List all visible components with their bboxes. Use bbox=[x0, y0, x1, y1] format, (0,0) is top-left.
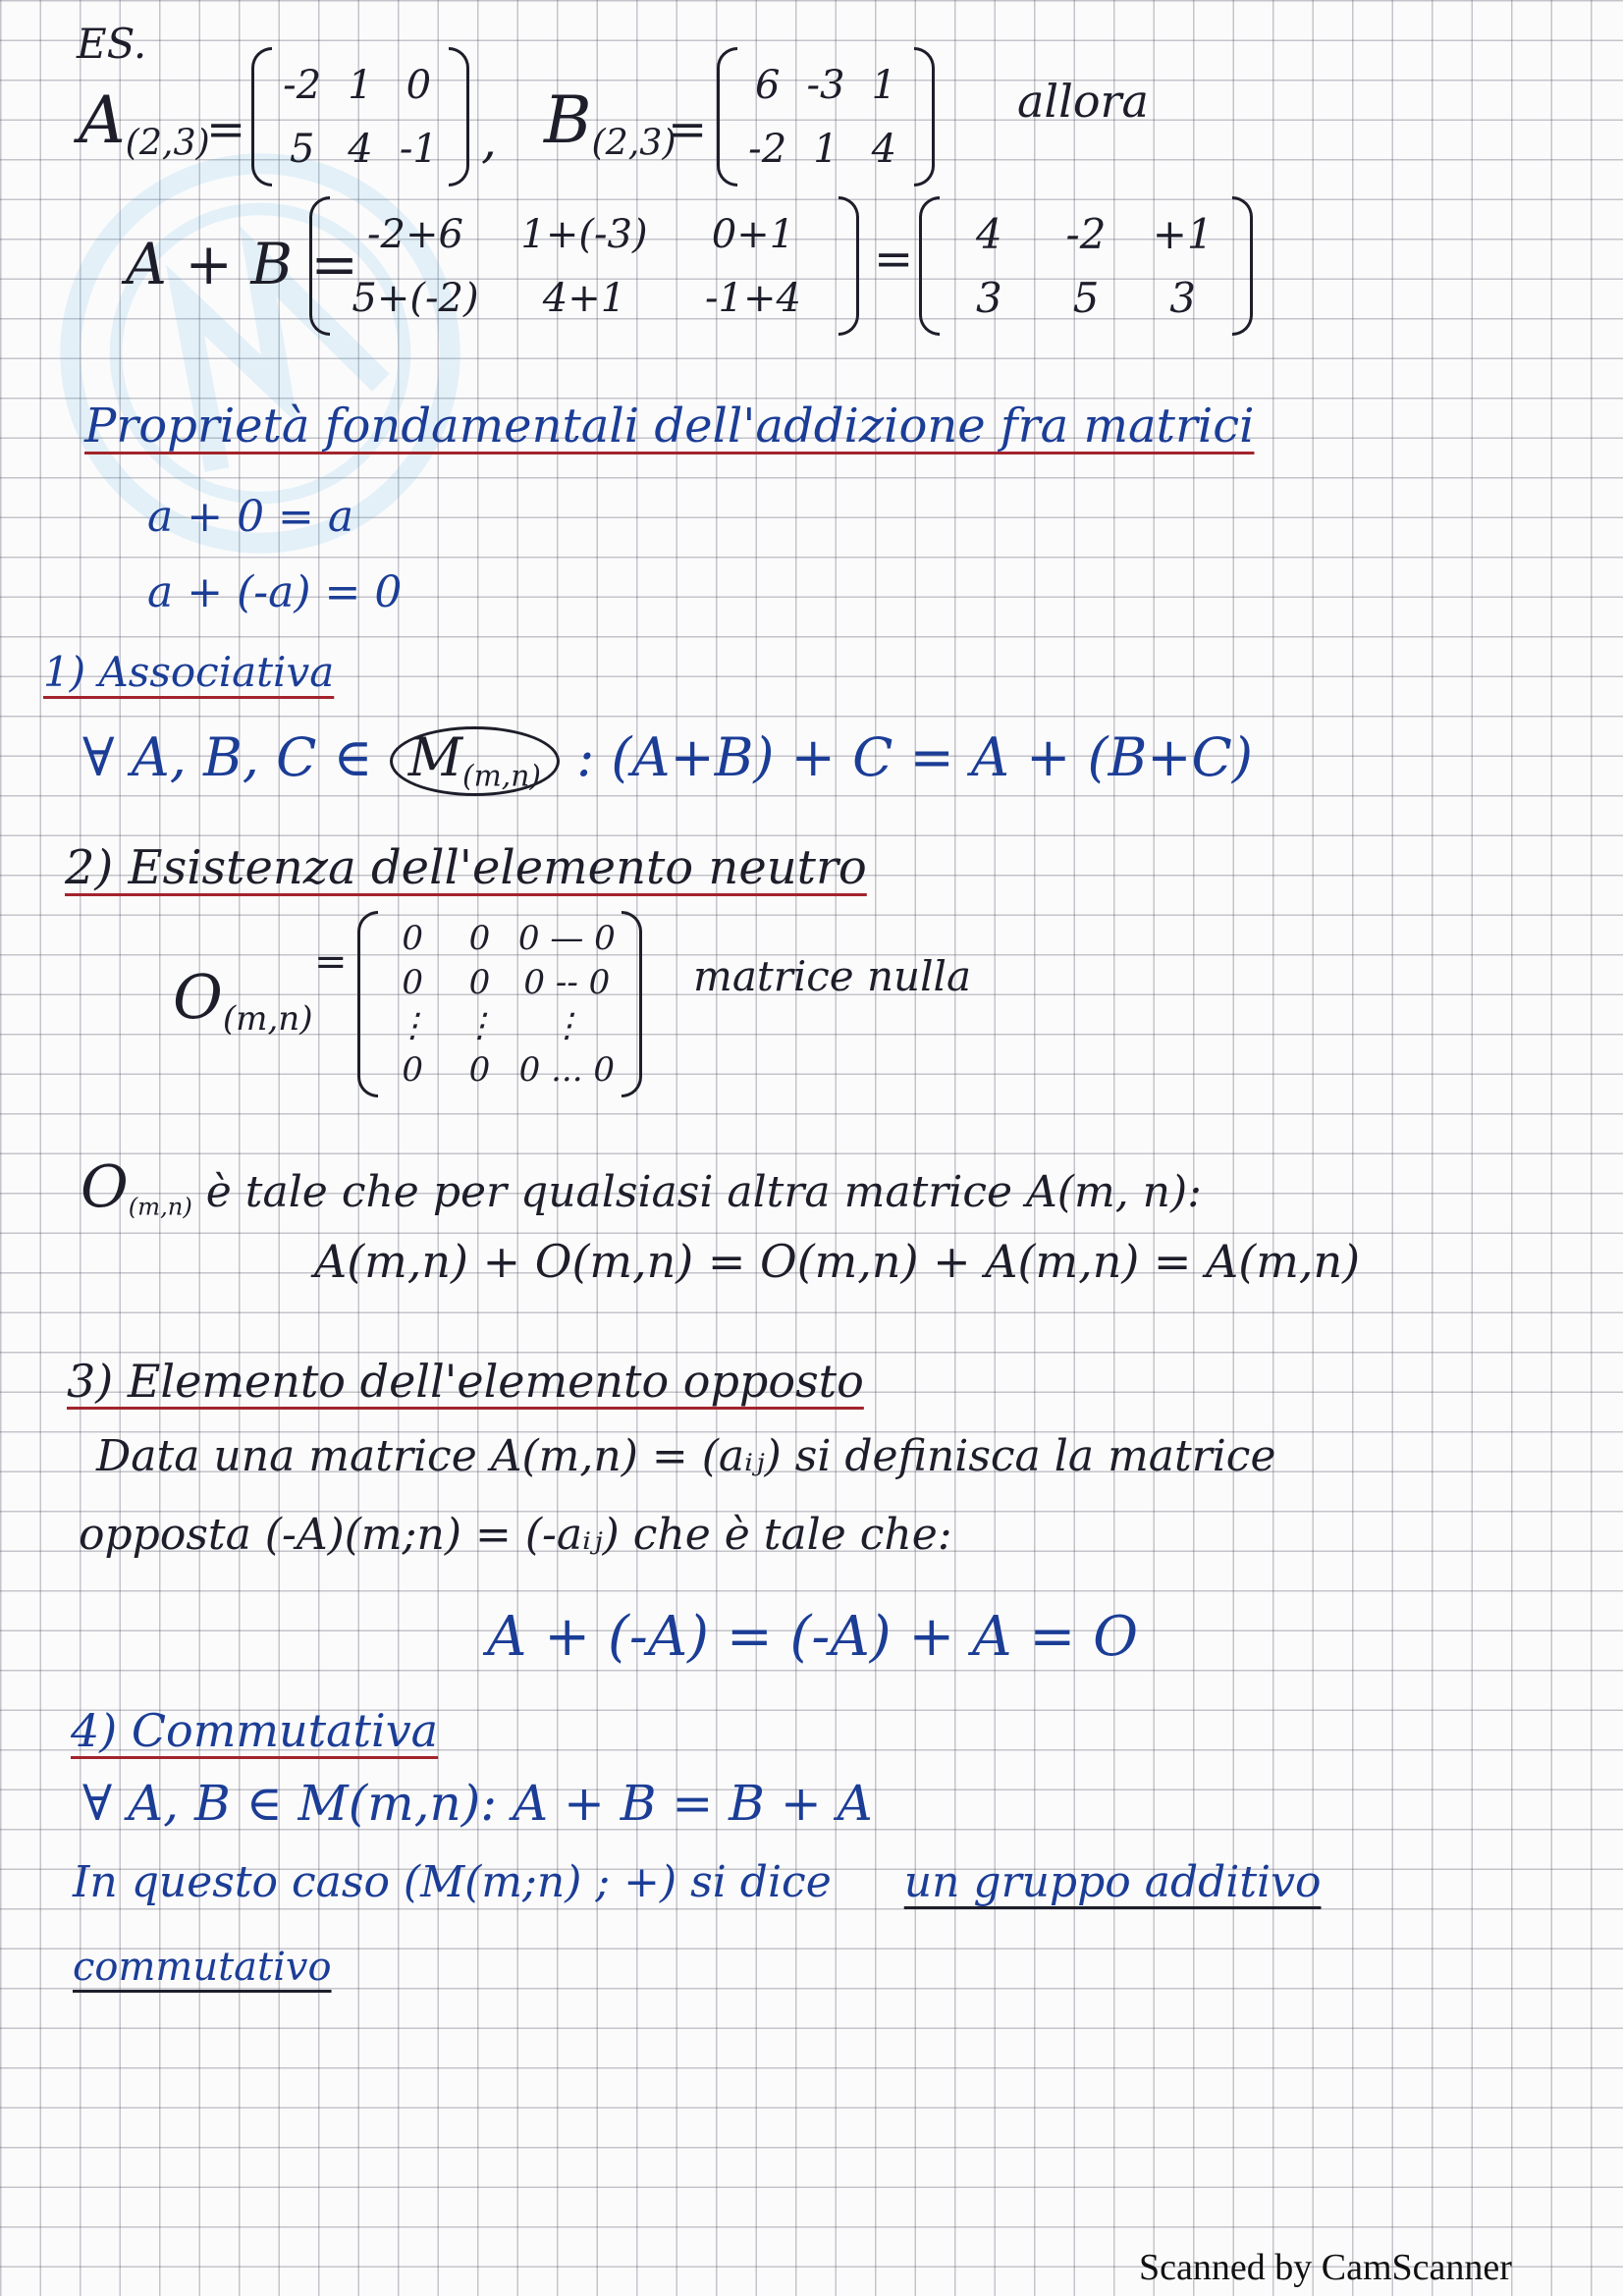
matrix-cell: 0+1 bbox=[711, 211, 795, 257]
matrix-cell: 0 bbox=[468, 919, 491, 959]
matrix-a-name: $A_{(2,3)}$ bbox=[79, 82, 210, 164]
matrix-cell: 0 — 0 bbox=[517, 919, 616, 959]
matrix-cell: 3 bbox=[975, 273, 1002, 322]
matrix-cell: 4+1 bbox=[542, 275, 626, 321]
prop3-title: 3) Elemento dell'elemento opposto bbox=[67, 1355, 864, 1408]
prop4-title: 4) Commutativa bbox=[71, 1704, 439, 1757]
matrix-cell: 0 bbox=[406, 62, 432, 108]
matrix-cell: 0 bbox=[402, 919, 423, 959]
prop4-line1: ∀ A, B ∈ M(m,n): A + B = B + A bbox=[82, 1775, 873, 1832]
matrix-sum-expanded bbox=[309, 196, 859, 336]
prop3-line1: Data una matrice A(m,n) = (aᵢⱼ) si definisca la matrice bbox=[96, 1431, 1276, 1481]
matrix-cell: 6 bbox=[754, 62, 781, 108]
zero-matrix-name: $O_{(m,n)}$ bbox=[173, 961, 313, 1039]
matrix-cell: 5+(-2) bbox=[352, 275, 479, 321]
matrix-cell: 3 bbox=[1169, 273, 1197, 322]
matrix-cell: ⋮ bbox=[396, 1006, 430, 1046]
zero-matrix-label: matrice nulla bbox=[693, 952, 971, 1000]
matrix-cell: ⋮ bbox=[550, 1006, 584, 1046]
matrix-cell: -2 bbox=[1065, 209, 1107, 258]
matrix-cell: -1 bbox=[399, 126, 438, 172]
scanner-footer: Scanned by CamScanner bbox=[1139, 2247, 1512, 2288]
identity-line: a + 0 = a bbox=[147, 492, 354, 542]
matrix-cell: 0 bbox=[468, 962, 491, 1002]
matrix-cell: 1 bbox=[871, 62, 897, 108]
matrix-cell: 4 bbox=[975, 209, 1002, 258]
prop4-line3: commutativo bbox=[73, 1945, 332, 1990]
prop4-line2: In questo caso (M(m;n) ; +) si dice un gruppo additivo bbox=[73, 1857, 1322, 1907]
equals-sign: = bbox=[874, 232, 914, 287]
equals-sign: = bbox=[206, 102, 246, 157]
matrix-cell: 0 ... 0 bbox=[518, 1049, 615, 1090]
prop3-line3: A + (-A) = (-A) + A = O bbox=[487, 1605, 1139, 1669]
matrix-cell: -3 bbox=[806, 62, 845, 108]
matrix-cell: 0 -- 0 bbox=[523, 962, 611, 1002]
zero-matrix bbox=[357, 911, 642, 1097]
matrix-b bbox=[717, 47, 935, 187]
matrix-cell: -1+4 bbox=[705, 275, 801, 321]
equals-sign: = bbox=[314, 939, 348, 985]
example-label: ES. bbox=[77, 20, 147, 68]
prop1-title: 1) Associativa bbox=[43, 648, 335, 696]
matrix-cell: 1+(-3) bbox=[520, 211, 648, 257]
matrix-cell: 4 bbox=[871, 126, 897, 172]
matrix-cell: 5 bbox=[289, 126, 315, 172]
matrix-cell: 0 bbox=[468, 1049, 491, 1090]
matrix-cell: 4 bbox=[348, 126, 373, 172]
equals-sign: = bbox=[668, 102, 708, 157]
matrix-sum-result bbox=[919, 196, 1253, 336]
matrix-cell: -2 bbox=[748, 126, 787, 172]
matrix-cell: 0 bbox=[402, 1049, 423, 1090]
matrix-cell: -2+6 bbox=[367, 211, 463, 257]
matrix-cell: 0 bbox=[402, 962, 423, 1002]
prop2-line1: $O_{(m,n)}$ è tale che per qualsiasi altra matrice A(m, n): bbox=[81, 1153, 1202, 1221]
matrix-cell: -2 bbox=[283, 62, 322, 108]
sum-lhs: A + B = bbox=[126, 231, 359, 297]
matrix-cell: 1 bbox=[813, 126, 839, 172]
prop3-line2: opposta (-A)(m;n) = (-aᵢⱼ) che è tale che: bbox=[79, 1510, 952, 1560]
matrix-b-name: $B_{(2,3)}$ bbox=[544, 82, 676, 164]
matrix-cell: ⋮ bbox=[462, 1006, 497, 1046]
inverse-line: a + (-a) = 0 bbox=[147, 567, 403, 617]
prop2-title: 2) Esistenza dell'elemento neutro bbox=[65, 840, 867, 895]
prop1-formula: ∀ A, B, C ∈ $M_{(m,n)}$ : (A+B) + C = A + (B+C) bbox=[82, 726, 1253, 796]
matrix-a bbox=[251, 47, 469, 187]
section-title: Proprietà fondamentali dell'addizione fra matrici bbox=[84, 399, 1255, 454]
matrix-cell: +1 bbox=[1152, 209, 1214, 258]
matrix-cell: 5 bbox=[1072, 273, 1100, 322]
prop2-line2: A(m,n) + O(m,n) = O(m,n) + A(m,n) = A(m,n) bbox=[314, 1235, 1361, 1288]
comma: , bbox=[481, 112, 497, 169]
allora-text: allora bbox=[1017, 75, 1149, 128]
matrix-cell: 1 bbox=[348, 62, 373, 108]
